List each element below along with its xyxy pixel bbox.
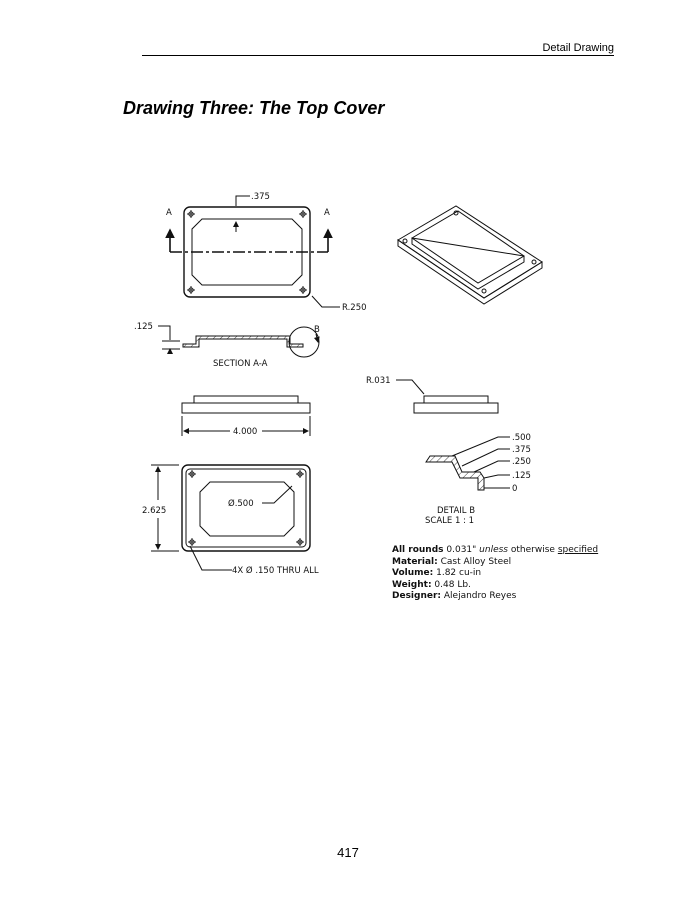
page-number: 417 <box>337 845 359 860</box>
detail-dim-125: .125 <box>512 471 531 481</box>
detail-dim-500: .500 <box>512 433 531 443</box>
isometric-view <box>398 206 542 304</box>
section-letter-right: A <box>324 208 330 218</box>
page-title: Drawing Three: The Top Cover <box>123 98 385 118</box>
section-letter-left: A <box>166 208 172 218</box>
detail-dim-0: 0 <box>512 484 518 494</box>
detail-b <box>426 437 510 490</box>
dim-375: .375 <box>251 192 270 202</box>
radius-031: R.031 <box>366 376 391 386</box>
running-header: Detail Drawing <box>542 42 614 54</box>
dim-125: .125 <box>134 322 153 332</box>
top-view <box>170 196 340 307</box>
detail-dim-375: .375 <box>512 445 531 455</box>
height-2625: 2.625 <box>142 506 167 516</box>
detail-scale: SCALE 1 : 1 <box>425 516 475 526</box>
material-note: Material: Cast Alloy Steel <box>392 556 512 567</box>
detail-label: DETAIL B <box>437 506 476 516</box>
section-view <box>158 326 319 357</box>
dia-500: Ø.500 <box>228 499 254 509</box>
side-view <box>396 380 498 413</box>
section-label: SECTION A-A <box>213 359 268 369</box>
rounds-note: All rounds 0.031" unless otherwise specified <box>392 545 599 555</box>
drawing-notes <box>392 545 598 603</box>
designer-note: Designer: Alejandro Reyes <box>392 591 517 601</box>
bottom-view <box>151 465 310 570</box>
holes-callout: 4X Ø .150 THRU ALL <box>232 566 319 576</box>
width-4000: 4.000 <box>233 427 258 437</box>
detail-dim-250: .250 <box>512 457 531 467</box>
detail-letter: B <box>314 325 320 335</box>
radius-250: R.250 <box>342 303 367 313</box>
volume-note: Volume: 1.82 cu-in <box>392 568 482 578</box>
weight-note: Weight: 0.48 Lb. <box>392 579 471 590</box>
